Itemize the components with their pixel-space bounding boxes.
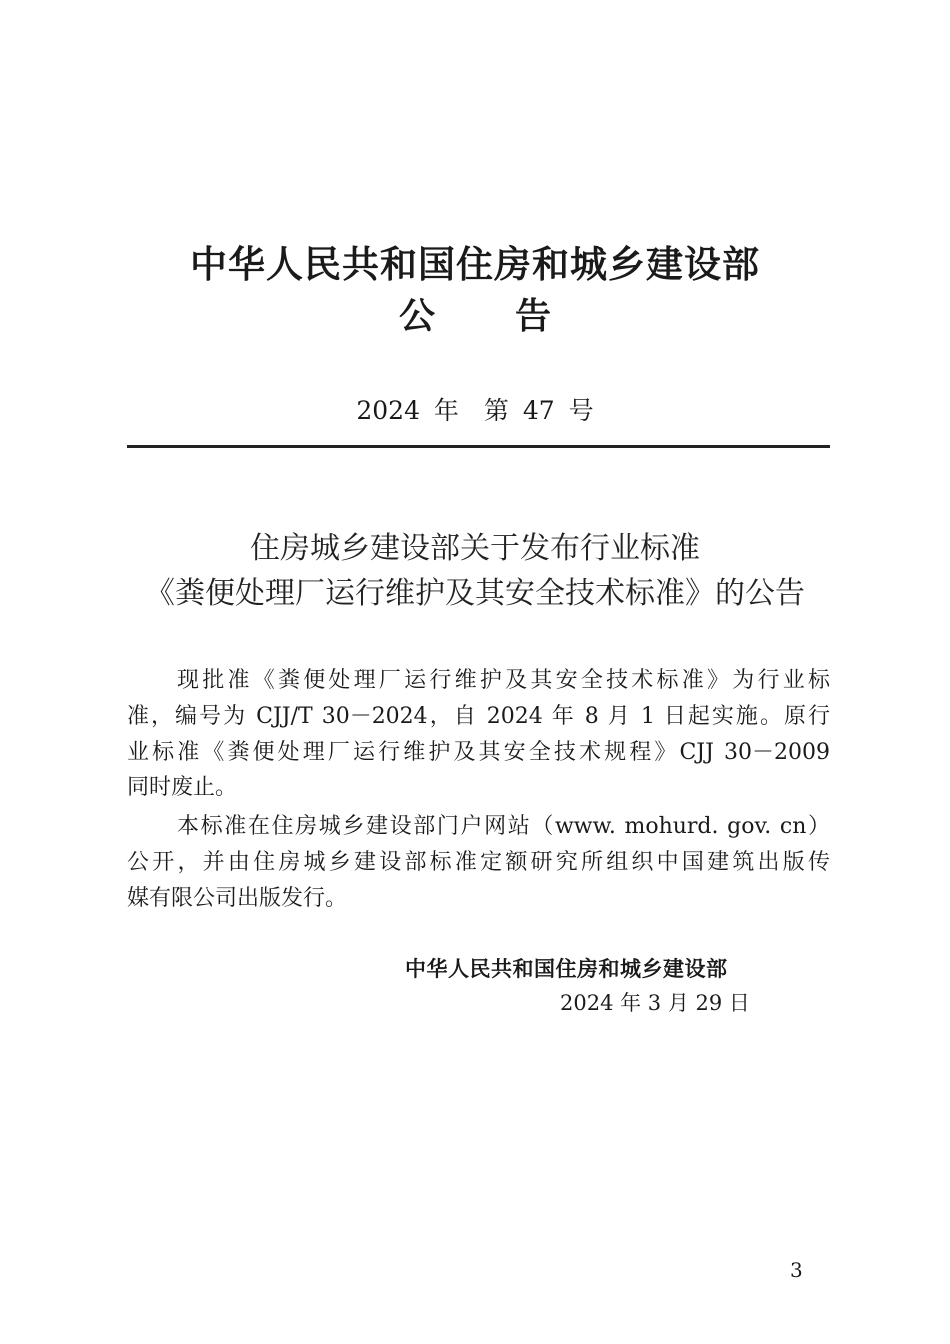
notice-char-2: 告 — [515, 296, 552, 337]
document-title-line-1: 住房城乡建设部关于发布行业标准 — [250, 531, 700, 566]
signing-authority: 中华人民共和国住房和城乡建设部 — [405, 957, 728, 981]
paragraph-2-line-3: 媒有限公司出版发行。 — [127, 886, 348, 911]
header-divider — [127, 445, 830, 448]
ministry-title: 中华人民共和国住房和城乡建设部 — [190, 243, 760, 286]
paragraph-1-line-3: 业标准《粪便处理厂运行维护及其安全技术规程》CJJ 30－2009 — [127, 740, 830, 765]
paragraph-1-line-2: 准，编号为 CJJ/T 30－2024，自 2024 年 8 月 1 日起实施。原行 — [127, 704, 830, 729]
document-title-line-2: 《粪便处理厂运行维护及其安全技术标准》的公告 — [145, 576, 805, 611]
paragraph-2-line-1: 本标准在住房城乡建设部门户网站（www. mohurd. gov. cn） — [177, 814, 830, 839]
notice-heading — [0, 292, 950, 342]
paragraph-2-line-2: 公开，并由住房城乡建设部标准定额研究所组织中国建筑出版传 — [127, 850, 830, 875]
notice-char-1: 公 — [398, 296, 435, 337]
page-number: 3 — [790, 1258, 803, 1282]
paragraph-1-line-1: 现批准《粪便处理厂运行维护及其安全技术标准》为行业标 — [177, 668, 830, 693]
paragraph-1-line-4: 同时废止。 — [127, 775, 238, 800]
issue-number: 2024 年 第 47 号 — [356, 396, 594, 425]
signing-date: 2024 年 3 月 29 日 — [560, 991, 750, 1015]
